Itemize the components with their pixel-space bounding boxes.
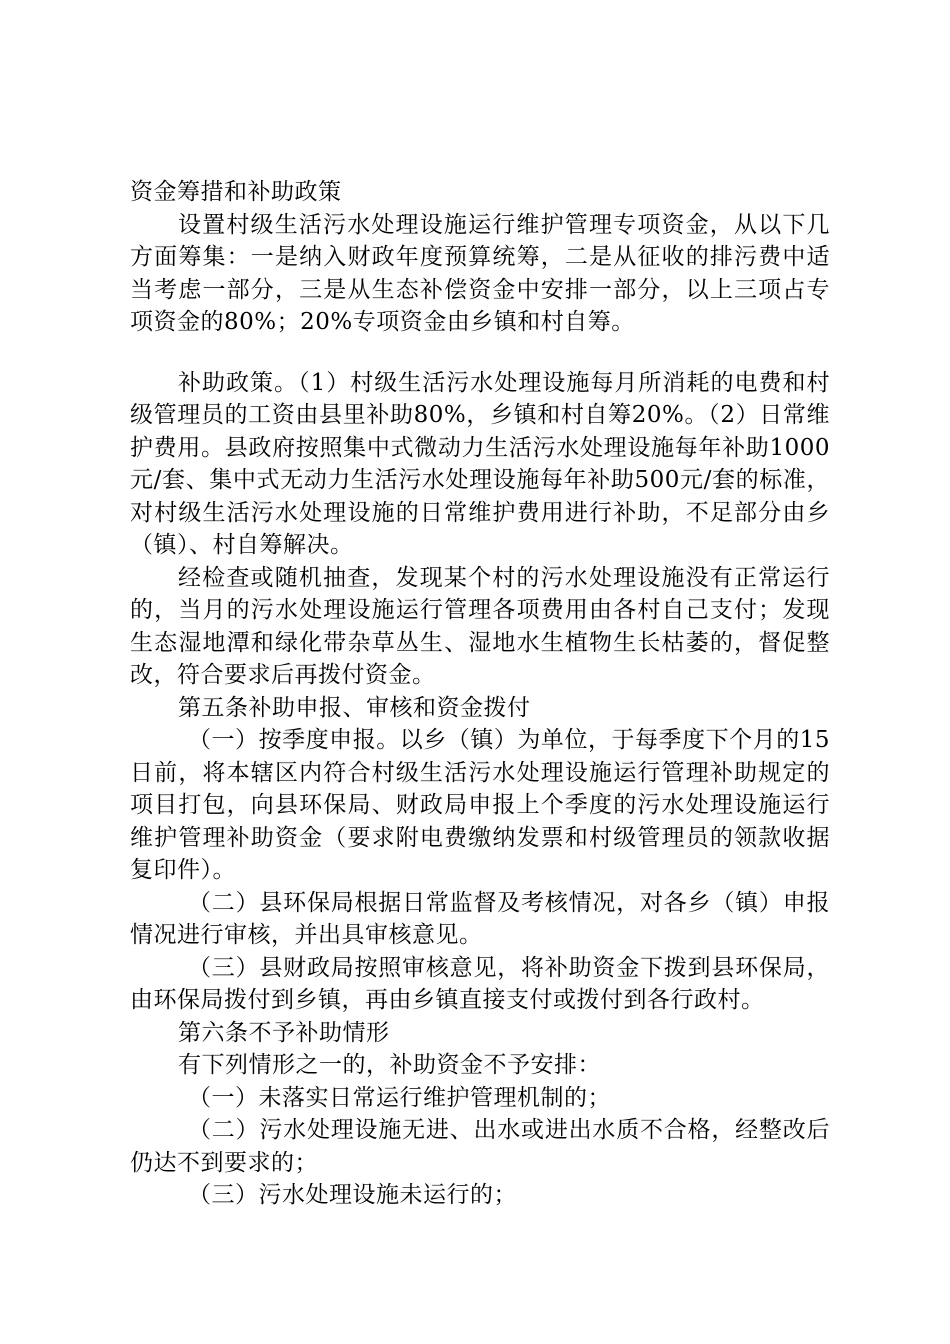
article-five-item-2: （二）县环保局根据日常监督及考核情况，对各乡（镇）申报情况进行审核，并出具审核意见。 — [130, 889, 830, 948]
article-five-item-3: （三）县财政局按照审核意见，将补助资金下拨到县环保局，由环保局拨付到乡镇，再由乡镇直接支付或拨付到各行政村。 — [130, 954, 830, 1013]
article-six-item-2: （二）污水处理设施无进、出水或进出水质不合格，经整改后仍达不到要求的； — [130, 1117, 830, 1176]
paragraph-gap — [130, 339, 830, 367]
article-six-item-3: （三）污水处理设施未运行的； — [188, 1182, 517, 1208]
article-six-heading: 第六条不予补助情形 — [178, 1019, 390, 1046]
paragraph-fund-sources: 设置村级生活污水处理设施运行维护管理专项资金，从以下几方面筹集：一是纳入财政年度预算统筹，二是从征收的排污费中适当考虑一部分，三是从生态补偿资金中安排一部分，以上三项占专项资金的80%；20%专项资金由乡镇和村自筹。 — [130, 211, 830, 335]
article-six-item-1: （一）未落实日常运行维护管理机制的； — [188, 1084, 611, 1111]
article-five-item-1: （一）按季度申报。以乡（镇）为单位，于每季度下个月的15日前，将本辖区内符合村级生活污水处理设施运行管理补助规定的项目打包，向县环保局、财政局申报上个季度的污水处理设施运行维护管理补助资金（要求附电费缴纳发票和村级管理员的领款收据复印件）。 — [130, 727, 830, 883]
paragraph-inspection: 经检查或随机抽查，发现某个村的污水处理设施没有正常运行的，当月的污水处理设施运行管理各项费用由各村自己支付；发现生态湿地潭和绿化带杂草丛生、湿地水生植物生长枯萎的，督促整改，符合要求后再拨付资金。 — [130, 564, 830, 688]
document-body — [130, 176, 830, 1212]
section-heading-funding: 资金筹措和补助政策 — [130, 179, 342, 205]
article-five-heading: 第五条补助申报、审核和资金拨付 — [178, 694, 531, 721]
article-six-intro: 有下列情形之一的，补助资金不予安排： — [178, 1052, 601, 1078]
paragraph-subsidy-policy: 补助政策。（1）村级生活污水处理设施每月所消耗的电费和村级管理员的工资由县里补助80%，乡镇和村自筹20%。（2）日常维护费用。县政府按照集中式微动力生活污水处理设施每年补助1000元/套、集中式无动力生活污水处理设施每年补助500元/套的标准，对村级生活污水处理设施的日常维护费用进行补助，不足部分由乡（镇）、村自筹解决。 — [130, 369, 830, 558]
